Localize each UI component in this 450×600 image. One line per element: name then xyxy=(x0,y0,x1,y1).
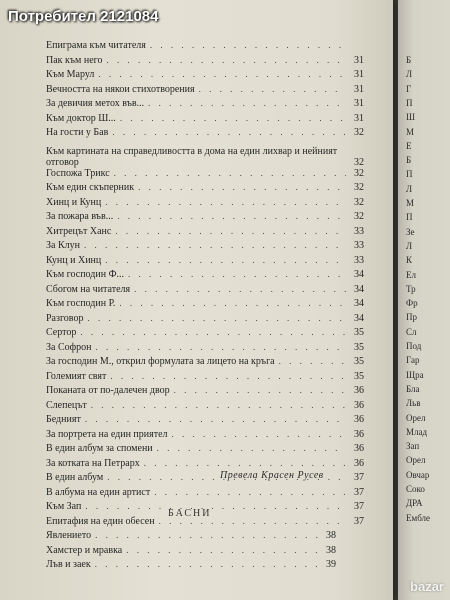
toc-leader-dots xyxy=(120,113,346,123)
toc-entry-page: 33 xyxy=(354,240,364,251)
toc-leader-dots xyxy=(84,240,346,250)
toc-entry-title: Хамстер и мравка xyxy=(46,544,123,556)
toc-leader-dots xyxy=(105,197,346,207)
right-page-fragment: К xyxy=(406,255,413,266)
toc-leader-dots xyxy=(85,414,346,424)
toc-entry-title: В един албум xyxy=(46,472,104,483)
toc-entry xyxy=(46,211,364,226)
toc-entry-page: 37 xyxy=(354,472,364,483)
toc-entry-page: 31 xyxy=(354,112,364,124)
toc-leader-dots xyxy=(91,400,346,410)
right-page-fragment: Ембле xyxy=(406,512,431,523)
toc-leader-dots xyxy=(87,313,346,323)
toc-entry-title: Епитафия на един обесен xyxy=(46,515,155,527)
toc-entry-title: Епиграма към читателя xyxy=(46,40,146,51)
toc-leader-dots xyxy=(80,327,346,337)
toc-entry-page: 34 xyxy=(354,283,364,295)
toc-entry xyxy=(46,298,364,313)
right-page-fragment: М xyxy=(406,198,415,208)
toc-entry xyxy=(46,356,364,371)
book-page-right xyxy=(398,0,450,600)
toc-entry-title: За господин М., открил формулата за лицето на кръга xyxy=(46,356,275,367)
toc-entry-title: Явлението xyxy=(46,530,92,541)
right-page-fragment: Щра xyxy=(406,369,424,380)
toc-entry-page: 34 xyxy=(354,269,364,280)
right-page-fragment: Льв xyxy=(406,398,421,409)
toc-entry xyxy=(46,182,364,197)
toc-entry-title: Госпожа Трикс xyxy=(46,167,110,179)
toc-leader-dots xyxy=(126,545,318,555)
toc-entry-page: 35 xyxy=(354,341,364,353)
toc-entry-page: 32 xyxy=(354,182,364,193)
toc-entry-page: 37 xyxy=(354,501,364,512)
toc-entry-page: 37 xyxy=(354,515,364,527)
toc-entry-page: 32 xyxy=(354,211,364,222)
toc-entry-page: 36 xyxy=(354,443,364,454)
toc-entry-title: Кунц и Хинц xyxy=(46,254,102,266)
right-page-fragment: Орел xyxy=(406,412,426,423)
toc-entry xyxy=(46,113,364,128)
right-page-fragment: ДРА xyxy=(406,498,423,509)
toc-entry xyxy=(46,400,364,415)
table-of-contents xyxy=(46,40,364,530)
toc-entry-page: 36 xyxy=(354,399,364,411)
toc-entry-title: Към картината на справедливостта в дома на един лихвар и нейният отговор xyxy=(46,145,338,168)
right-page-fragment: Ш xyxy=(406,112,416,123)
toc-entry xyxy=(46,269,364,284)
right-page-fragment: Л xyxy=(406,183,413,194)
toc-leader-dots xyxy=(138,182,346,192)
toc-entry-title: Към Зап xyxy=(46,501,82,512)
toc-entry-page: 31 xyxy=(354,69,364,80)
toc-entry-page: 39 xyxy=(326,559,336,570)
toc-entry-page: 33 xyxy=(354,254,364,266)
toc-leader-dots xyxy=(174,385,346,395)
right-page-fragment: Гар xyxy=(406,355,420,366)
right-page-fragment: П xyxy=(406,212,413,223)
toc-entry-page: 34 xyxy=(354,298,364,309)
toc-leader-dots xyxy=(279,356,346,366)
toc-entry-title: Към Марул xyxy=(46,69,95,80)
toc-entry-title: Хинц и Кунц xyxy=(46,196,102,208)
right-page-fragment: Тр xyxy=(406,283,416,294)
right-page-fragment: Е xyxy=(406,140,412,151)
toc-entry-title: Лъв и заек xyxy=(46,559,91,570)
toc-leader-dots xyxy=(95,559,318,569)
toc-leader-dots xyxy=(154,487,346,497)
toc-entry-page: 31 xyxy=(354,54,364,66)
toc-entry-title: Големият свят xyxy=(46,370,107,382)
toc-leader-dots xyxy=(157,443,346,453)
toc-leader-dots xyxy=(172,429,346,439)
right-page-fragment: П xyxy=(406,97,413,108)
toc-entry xyxy=(46,545,336,560)
toc-entry-page: 35 xyxy=(354,356,364,367)
right-page-fragment: Орел xyxy=(406,455,426,466)
right-page-fragment: Млад xyxy=(406,426,428,437)
right-page-fragment: Пр xyxy=(406,312,417,323)
toc-leader-dots xyxy=(119,298,346,308)
right-page-fragment: Сл xyxy=(406,326,417,337)
toc-entry-title: Сбогом на читателя xyxy=(46,283,131,295)
toc-leader-dots xyxy=(115,226,346,236)
toc-entry-title: Към доктор Ш... xyxy=(46,112,116,124)
right-page-fragment: Под xyxy=(406,341,422,351)
right-page-fragment: М xyxy=(406,126,415,137)
toc-entry-title: В един албум за спомени xyxy=(46,443,153,454)
toc-entry-title: Хитрецът Ханс xyxy=(46,225,112,237)
toc-entry xyxy=(46,414,364,429)
toc-entry xyxy=(46,197,364,212)
toc-entry xyxy=(46,327,364,342)
toc-entry-title: За девичия метох във... xyxy=(46,98,145,109)
toc-entry xyxy=(46,385,364,400)
toc-entry-page: 33 xyxy=(354,225,364,237)
toc-leader-dots xyxy=(112,127,346,137)
toc-entry-page: 32 xyxy=(354,156,364,168)
toc-entry-page: 38 xyxy=(326,544,336,556)
toc-leader-dots xyxy=(128,269,346,279)
right-page-fragment: Л xyxy=(406,69,413,80)
toc-leader-dots xyxy=(110,371,346,381)
toc-entry xyxy=(46,559,336,574)
right-page-fragment: Зе xyxy=(406,226,415,237)
toc-entry-page: 31 xyxy=(354,98,364,109)
toc-leader-dots xyxy=(95,530,318,540)
section-heading: БАСНИ xyxy=(168,508,212,519)
toc-entry-title: За портрета на един приятел xyxy=(46,428,168,440)
toc-leader-dots xyxy=(98,69,346,79)
toc-entry-page: 32 xyxy=(354,167,364,179)
toc-entry xyxy=(46,142,364,168)
toc-entry-page: 32 xyxy=(354,196,364,208)
toc-entry-page: 35 xyxy=(354,370,364,382)
right-page-fragment: Б xyxy=(406,155,412,166)
toc-entry-page: 36 xyxy=(354,385,364,396)
toc-leader-dots xyxy=(105,255,346,265)
toc-entry xyxy=(46,371,364,386)
toc-entry-page: 32 xyxy=(354,127,364,138)
site-watermark: bazar xyxy=(410,579,444,594)
toc-leader-dots xyxy=(150,40,346,50)
toc-entry xyxy=(46,342,364,357)
toc-entry-page: 36 xyxy=(354,414,364,425)
toc-entry-title: В албума на един артист xyxy=(46,486,151,498)
toc-entry-title: Бедният xyxy=(46,414,81,425)
toc-entry-title: Слепецът xyxy=(46,399,87,411)
toc-entry xyxy=(46,240,364,255)
toc-leader-dots xyxy=(107,55,346,65)
toc-entry-title: Поканата от по-далечен двор xyxy=(46,385,170,396)
toc-entry xyxy=(46,313,364,328)
toc-entry-page: 35 xyxy=(354,327,364,338)
toc-entry xyxy=(46,55,364,70)
toc-entry-page: 36 xyxy=(354,457,364,469)
toc-leader-dots xyxy=(85,501,346,511)
toc-entry-title: Към господин Ф... xyxy=(46,269,124,280)
toc-leader-dots xyxy=(134,284,346,294)
right-page-fragment: Фр xyxy=(406,298,418,309)
toc-entry-title: Към един скъперник xyxy=(46,182,135,193)
toc-entry xyxy=(46,40,364,55)
toc-entry xyxy=(46,226,364,241)
toc-entry-page: 37 xyxy=(354,486,364,498)
toc-entry-title: За Клун xyxy=(46,240,80,251)
toc-entry xyxy=(46,429,364,444)
toc-entry xyxy=(46,487,364,502)
toc-entry-title: На гости у Бав xyxy=(46,127,109,138)
translator-credit: Превела Красен Русев xyxy=(220,470,324,481)
right-page-fragment: П xyxy=(406,169,413,180)
toc-entry xyxy=(46,127,364,142)
toc-entry-page: 38 xyxy=(326,530,336,541)
toc-entry xyxy=(46,443,364,458)
toc-entry-title: За пожара във... xyxy=(46,211,114,222)
table-of-contents-fables xyxy=(46,530,336,574)
toc-leader-dots xyxy=(117,211,346,221)
toc-leader-dots xyxy=(144,458,346,468)
toc-entry-title: Пак към него xyxy=(46,54,103,66)
toc-leader-dots xyxy=(148,98,346,108)
toc-entry xyxy=(46,84,364,99)
toc-entry-title: Сертор xyxy=(46,327,77,338)
toc-entry-page: 34 xyxy=(354,312,364,324)
toc-entry-title: Разговор xyxy=(46,312,84,324)
toc-entry xyxy=(46,255,364,270)
right-page-fragment: Б xyxy=(406,55,412,65)
right-page-fragment: Бла xyxy=(406,383,420,394)
toc-leader-dots xyxy=(95,342,346,352)
right-page-fragment: Л xyxy=(406,240,413,251)
right-page-fragment: Овчар xyxy=(406,469,430,480)
toc-leader-dots xyxy=(199,84,346,94)
toc-entry-page: 36 xyxy=(354,428,364,440)
toc-entry xyxy=(46,98,364,113)
toc-leader-dots xyxy=(114,168,346,178)
right-page-fragment: Ел xyxy=(406,269,416,280)
seller-name: Потребител 2121084 xyxy=(8,8,159,25)
right-page-fragment: Соко xyxy=(406,484,425,494)
toc-entry-title: За котката на Петрарх xyxy=(46,457,140,469)
right-page-fragment: Г xyxy=(406,83,412,94)
toc-entry xyxy=(46,69,364,84)
toc-entry-title: Вечността на някои стихотворения xyxy=(46,83,195,95)
toc-entry-page: 31 xyxy=(354,83,364,95)
toc-entry-title: Към господин Р. xyxy=(46,298,116,309)
right-page-fragment: Зап xyxy=(406,441,420,452)
toc-entry xyxy=(46,530,336,545)
toc-entry-title: За Софрон xyxy=(46,341,92,353)
toc-entry xyxy=(46,168,364,183)
toc-entry xyxy=(46,284,364,299)
